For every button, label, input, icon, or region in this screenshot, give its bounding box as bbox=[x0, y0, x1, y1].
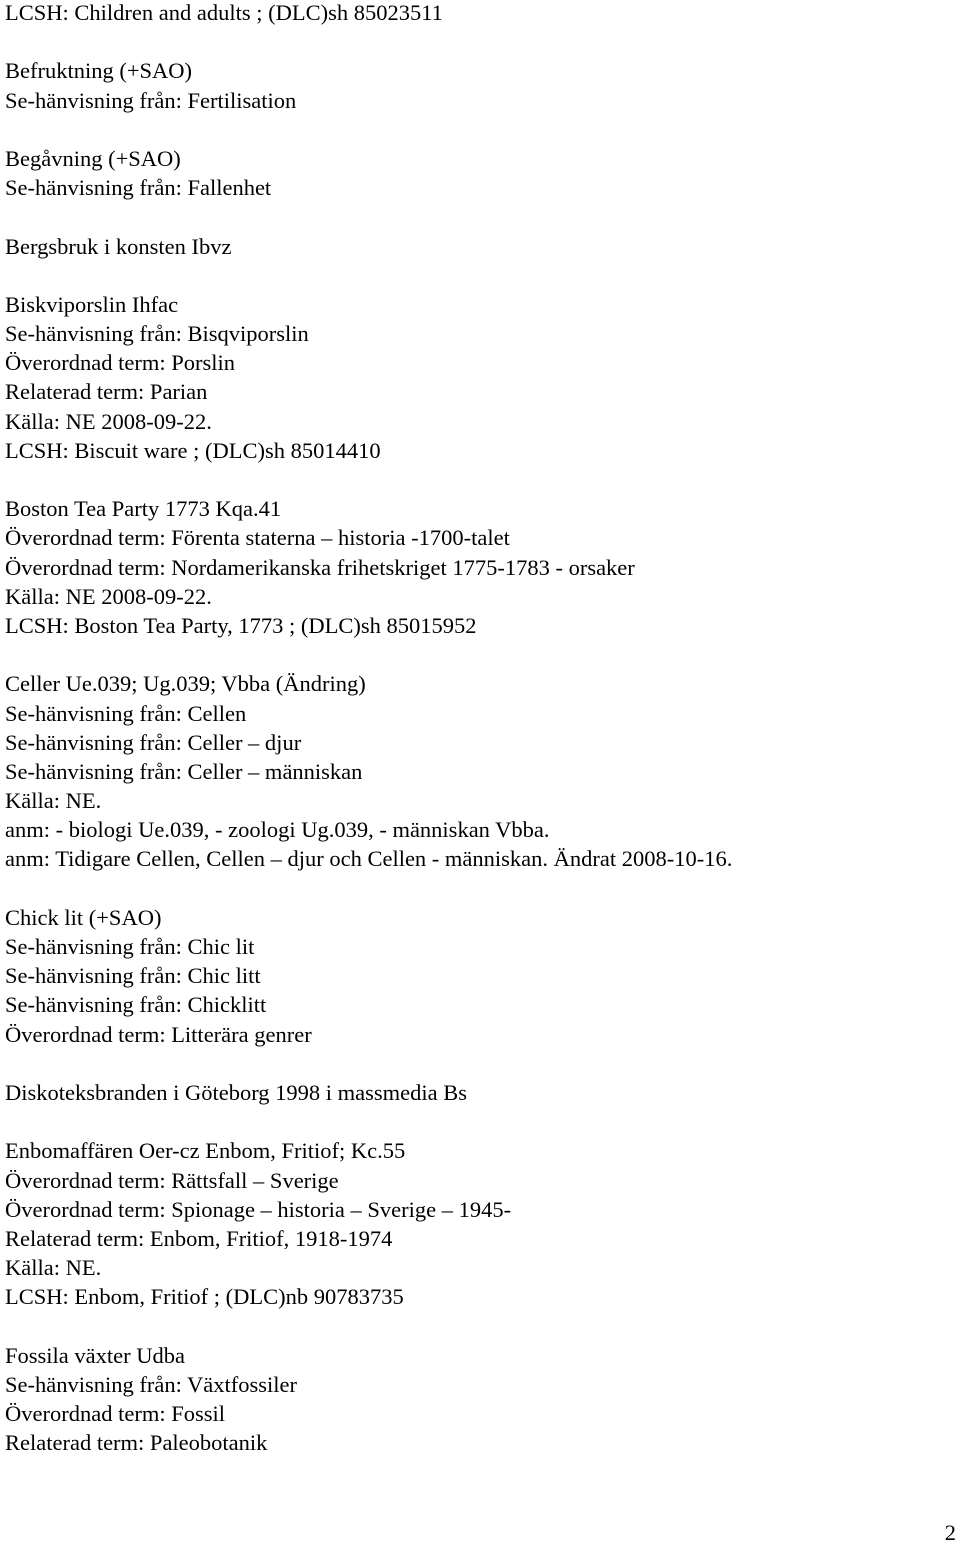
entry-line: Se-hänvisning från: Celler – människan bbox=[5, 758, 363, 784]
entry-line: Källa: NE. bbox=[5, 1255, 102, 1281]
entry-line: Se-hänvisning från: Fertilisation bbox=[5, 87, 297, 113]
entry-line: LCSH: Biscuit ware ; (DLC)sh 85014410 bbox=[5, 437, 381, 463]
index-entry bbox=[5, 903, 955, 1049]
index-entry bbox=[5, 144, 955, 202]
entry-heading: Befruktning (+SAO) bbox=[5, 58, 193, 84]
index-entry bbox=[5, 56, 955, 114]
page-number: 2 bbox=[944, 1520, 956, 1545]
entry-line: Källa: NE 2008-09-22. bbox=[5, 408, 212, 434]
entry-line: Se-hänvisning från: Bisqviporslin bbox=[5, 321, 309, 347]
entry-line: anm: - biologi Ue.039, - zoologi Ug.039, - människan Vbba. bbox=[5, 817, 550, 843]
entry-line: Se-hänvisning från: Chicklitt bbox=[5, 992, 267, 1018]
entry-line: LCSH: Boston Tea Party, 1773 ; (DLC)sh 85015952 bbox=[5, 612, 477, 638]
document-body bbox=[5, 0, 955, 1487]
index-entry bbox=[5, 494, 955, 640]
entry-heading: Fossila växter Udba bbox=[5, 1342, 185, 1368]
entry-heading: Diskoteksbranden i Göteborg 1998 i massmedia Bs bbox=[5, 1079, 468, 1105]
entry-line: Se-hänvisning från: Växtfossiler bbox=[5, 1371, 298, 1397]
entry-line: Se-hänvisning från: Cellen bbox=[5, 700, 247, 726]
index-entry bbox=[5, 1341, 955, 1458]
entry-line: Relaterad term: Enbom, Fritiof, 1918-1974 bbox=[5, 1225, 393, 1251]
entry-line: Se-hänvisning från: Celler – djur bbox=[5, 729, 302, 755]
entry-line: anm: Tidigare Cellen, Cellen – djur och Cellen - människan. Ändrat 2008-10-16. bbox=[5, 846, 733, 872]
index-entry bbox=[5, 669, 955, 873]
entry-heading: Bergsbruk i konsten Ibvz bbox=[5, 233, 232, 259]
entry-line: Överordnad term: Nordamerikanska frihetskriget 1775-1783 - orsaker bbox=[5, 554, 635, 580]
entry-heading: Boston Tea Party 1773 Kqa.41 bbox=[5, 496, 282, 522]
entry-line: Källa: NE 2008-09-22. bbox=[5, 583, 212, 609]
entry-line: Överordnad term: Spionage – historia – Sverige – 1945- bbox=[5, 1196, 512, 1222]
entry-line: Se-hänvisning från: Fallenhet bbox=[5, 175, 272, 201]
entry-line: Överordnad term: Fossil bbox=[5, 1401, 225, 1426]
entry-line: Relaterad term: Paleobotanik bbox=[5, 1430, 268, 1456]
entry-line: Överordnad term: Rättsfall – Sverige bbox=[5, 1167, 339, 1193]
entry-line: Se-hänvisning från: Chic lit bbox=[5, 934, 255, 959]
entry-heading: Chick lit (+SAO) bbox=[5, 904, 162, 930]
entry-heading: Enbomaffären Oer-cz Enbom, Fritiof; Kc.55 bbox=[5, 1138, 406, 1164]
entry-heading: Begåvning (+SAO) bbox=[5, 145, 181, 171]
entry-line: Överordnad term: Förenta staterna – historia -1700-talet bbox=[5, 525, 510, 551]
entry-heading: Celler Ue.039; Ug.039; Vbba (Ändring) bbox=[5, 671, 366, 697]
index-entry bbox=[5, 1136, 955, 1311]
entry-line: Överordnad term: Porslin bbox=[5, 350, 235, 376]
entry-heading: Biskviporslin Ihfac bbox=[5, 291, 179, 317]
index-entry bbox=[5, 1078, 955, 1107]
entry-line: Relaterad term: Parian bbox=[5, 379, 208, 405]
entry-line: LCSH: Enbom, Fritiof ; (DLC)nb 90783735 bbox=[5, 1284, 404, 1310]
entry-line: Källa: NE. bbox=[5, 788, 102, 814]
entry-line: Överordnad term: Litterära genrer bbox=[5, 1021, 312, 1047]
index-entry bbox=[5, 0, 955, 27]
entry-heading: LCSH: Children and adults ; (DLC)sh 85023511 bbox=[5, 0, 443, 25]
index-entry bbox=[5, 232, 955, 261]
entry-line: Se-hänvisning från: Chic litt bbox=[5, 963, 261, 989]
index-entry bbox=[5, 290, 955, 465]
